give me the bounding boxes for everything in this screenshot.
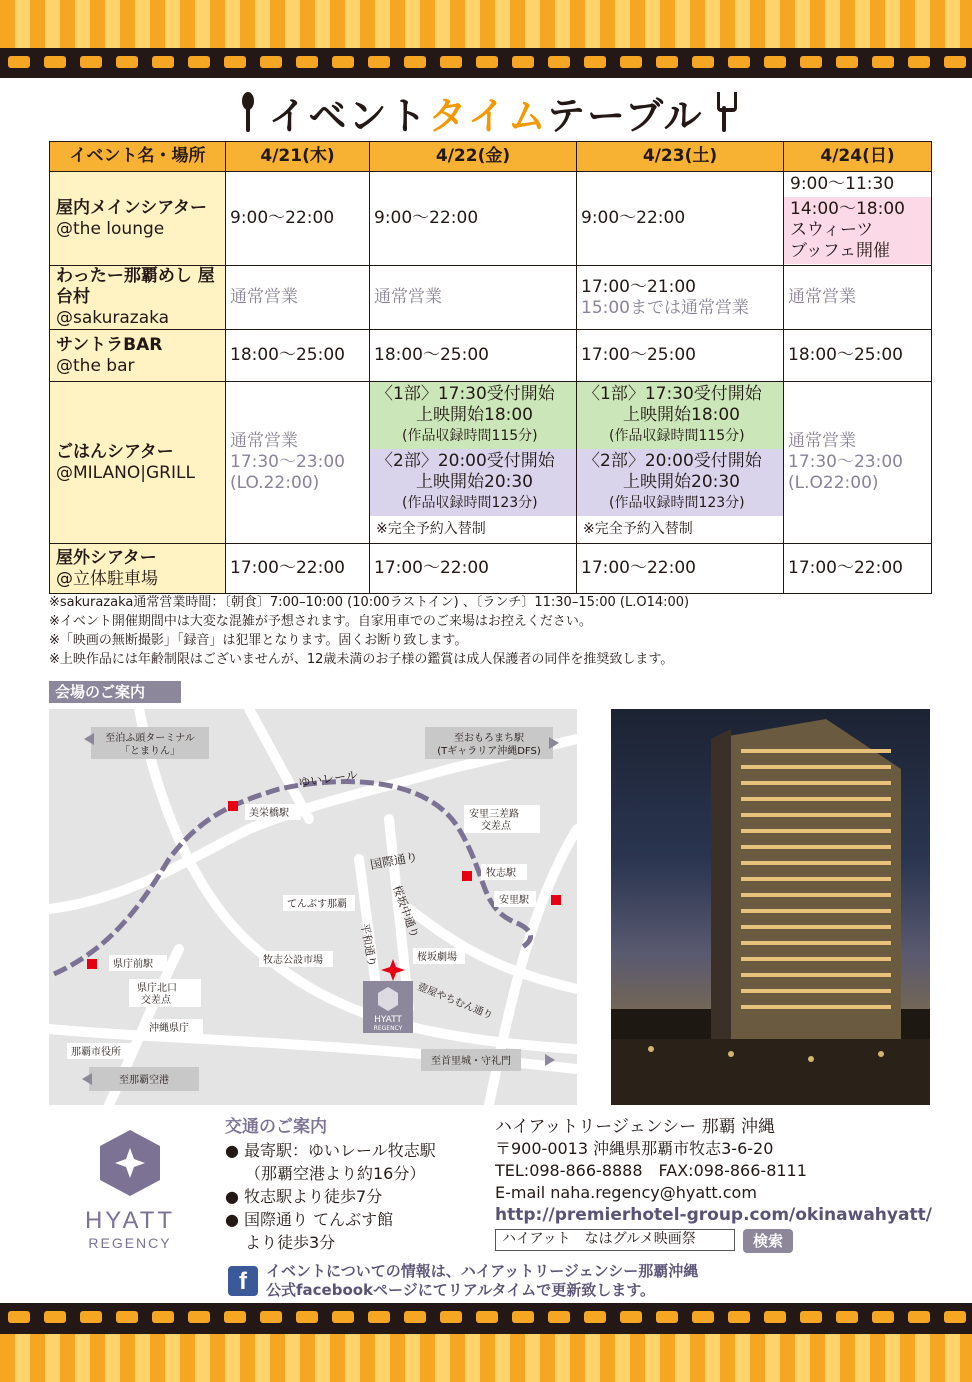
screening-part1: 〈1部〉17:30受付開始 上映開始18:00 (作品収録時間115分) [577, 382, 783, 449]
film-hole [800, 1311, 822, 1323]
hyatt-logo-svg [60, 1128, 200, 1258]
film-hole [908, 1311, 930, 1323]
film-hole [152, 56, 174, 68]
svg-text:牧志公設市場: 牧志公設市場 [263, 955, 323, 966]
note-line: ※「映画の無断撮影」「録音」は犯罪となります。固くお断り致します。 [49, 633, 468, 648]
map-svg [49, 709, 577, 1105]
film-hole [44, 56, 66, 68]
film-holes [0, 56, 972, 70]
film-hole [836, 1311, 858, 1323]
venue-cell: サントラBAR @the bar [50, 330, 226, 382]
hotel-address: 〒900-0013 沖縄県那覇市牧志3-6-20 [495, 1139, 774, 1158]
facebook-line: 公式facebookページにてリアルタイムで更新致します。 [266, 1281, 656, 1299]
film-hole [764, 1311, 786, 1323]
svg-text:平和通り: 平和通り [358, 922, 379, 968]
table-header-row [50, 142, 932, 172]
film-hole [836, 56, 858, 68]
film-hole [656, 56, 678, 68]
notes [49, 593, 931, 669]
svg-text:至泊ふ頭ターミナル: 至泊ふ頭ターミナル [105, 733, 195, 744]
film-hole [440, 1311, 462, 1323]
access-item: （那覇空港より約16分） [245, 1164, 426, 1183]
time-cell: 18:00〜25:00 [226, 330, 370, 382]
time-cell: 通常営業 [784, 266, 932, 330]
hotel-info [495, 1116, 945, 1226]
access-item: より徒歩3分 [245, 1233, 336, 1252]
film-hole [368, 1311, 390, 1323]
header-day4: 4/24(日) [784, 142, 932, 172]
access-title: 交通のご案内 [225, 1117, 327, 1137]
hotel-photo-svg [611, 709, 930, 1105]
timetable [49, 141, 932, 594]
time-cell: 9:00〜22:00 [226, 172, 370, 266]
time-cell: 18:00〜25:00 [784, 330, 932, 382]
film-hole [224, 1311, 246, 1323]
table-row [50, 382, 932, 544]
table-row [50, 172, 932, 266]
svg-text:国際通り: 国際通り [369, 849, 419, 872]
hotel-tel: TEL:098-866-8888 FAX:098-866-8111 [495, 1161, 807, 1180]
time-cell: 通常営業 [370, 266, 577, 330]
svg-text:至那覇空港: 至那覇空港 [119, 1075, 169, 1086]
svg-text:交差点: 交差点 [481, 821, 511, 832]
table-row [50, 330, 932, 382]
film-hole [8, 56, 30, 68]
film-hole [116, 1311, 138, 1323]
screening-part2: 〈2部〉20:00受付開始 上映開始20:30 (作品収録時間123分) [577, 449, 783, 516]
stripe-band [0, 1334, 972, 1382]
svg-text:交差点: 交差点 [141, 995, 171, 1006]
screening-part2: 〈2部〉20:00受付開始 上映開始20:30 (作品収録時間123分) [370, 449, 576, 516]
access-item: ● 国際通り てんぶす館 [225, 1210, 394, 1229]
svg-text:沖縄県庁: 沖縄県庁 [149, 1023, 189, 1034]
header-day3: 4/23(土) [577, 142, 784, 172]
time-cell: 17:00〜22:00 [577, 544, 784, 594]
time-cell: 9:00〜11:30 14:00〜18:00 スウィーツ ブッフェ開催 [784, 172, 932, 266]
hyatt-logo [60, 1128, 200, 1258]
facebook-icon[interactable]: f [228, 1266, 258, 1296]
svg-text:桜坂中通り: 桜坂中通り [390, 883, 422, 940]
film-hole [260, 56, 282, 68]
film-hole [512, 1311, 534, 1323]
svg-text:HYATT: HYATT [84, 1207, 176, 1234]
spoon-icon [240, 92, 256, 132]
film-hole [872, 56, 894, 68]
search-input[interactable]: ハイアット なはグルメ映画祭 [495, 1229, 735, 1251]
header-day2: 4/22(金) [370, 142, 577, 172]
svg-text:安里駅: 安里駅 [499, 895, 529, 906]
time-cell: 18:00〜25:00 [370, 330, 577, 382]
time-cell: 9:00〜22:00 [370, 172, 577, 266]
film-hole [476, 1311, 498, 1323]
venue-cell: 屋内メインシアター @the lounge [50, 172, 226, 266]
film-hole [44, 1311, 66, 1323]
buffet-block: 14:00〜18:00 スウィーツ ブッフェ開催 [784, 197, 931, 264]
film-hole [440, 56, 462, 68]
film-hole [944, 1311, 966, 1323]
time-cell: 17:00〜22:00 [784, 544, 932, 594]
time-cell: 17:00〜21:00 15:00までは通常営業 [577, 266, 784, 330]
note-line: ※上映作品には年齢制限はございませんが、12歳未満のお子様の鑑賞は成人保護者の同伴を推奨致します。 [49, 652, 674, 667]
search-button[interactable]: 検索 [743, 1229, 793, 1253]
table-row [50, 266, 932, 330]
svg-text:県庁北口: 県庁北口 [137, 983, 177, 994]
film-hole [908, 56, 930, 68]
screening-cell: 〈1部〉17:30受付開始 上映開始18:00 (作品収録時間115分) 〈2部〉20:00受付開始 上映開始20:30 (作品収録時間123分) ※完全予約入替制 [577, 382, 784, 544]
venue-cell: ごはんシアター @MILANO|GRILL [50, 382, 226, 544]
film-hole [620, 1311, 642, 1323]
film-hole [80, 56, 102, 68]
fork-icon [716, 92, 732, 132]
header-venue: イベント名・場所 [50, 142, 226, 172]
time-cell: 9:00〜22:00 [577, 172, 784, 266]
svg-text:至おもろまち駅: 至おもろまち駅 [454, 733, 524, 744]
svg-text:至首里城・守礼門: 至首里城・守礼門 [431, 1056, 511, 1067]
access-info [225, 1116, 485, 1254]
film-hole [800, 56, 822, 68]
time-cell: 通常営業 [226, 266, 370, 330]
film-hole [332, 1311, 354, 1323]
access-item: ● 牧志駅より徒歩7分 [225, 1187, 383, 1206]
venue-cell: 屋外シアター @立体駐車場 [50, 544, 226, 594]
film-hole [728, 56, 750, 68]
film-hole [656, 1311, 678, 1323]
svg-text:那覇市役所: 那覇市役所 [71, 1047, 121, 1058]
film-hole [8, 1311, 30, 1323]
film-hole [692, 1311, 714, 1323]
time-cell: 17:00〜25:00 [577, 330, 784, 382]
film-hole [692, 56, 714, 68]
film-hole [872, 1311, 894, 1323]
hotel-url[interactable]: http://premierhotel-group.com/okinawahyatt/ [495, 1205, 932, 1225]
facebook-notice [228, 1262, 698, 1300]
film-strip-top [0, 0, 972, 78]
film-hole [584, 1311, 606, 1323]
svg-text:桜坂劇場: 桜坂劇場 [417, 952, 457, 963]
venue-cell: わったー那覇めし 屋台村 @sakurazaka [50, 266, 226, 330]
svg-text:県庁前駅: 県庁前駅 [113, 959, 153, 970]
access-item: ● 最寄駅：ゆいレール牧志駅 [225, 1141, 436, 1160]
table-row [50, 544, 932, 594]
film-hole [548, 56, 570, 68]
svg-text:ゆいレール: ゆいレール [297, 767, 359, 790]
film-hole [620, 56, 642, 68]
film-hole [548, 1311, 570, 1323]
svg-text:美栄橋駅: 美栄橋駅 [249, 808, 289, 819]
film-hole [188, 56, 210, 68]
header-day1: 4/21(木) [226, 142, 370, 172]
film-hole [188, 1311, 210, 1323]
time-cell: 通常営業 17:30〜23:00 (LO.22:00) [226, 382, 370, 544]
film-hole [296, 56, 318, 68]
hotel-name: ハイアットリージェンシー 那覇 沖縄 [495, 1117, 776, 1137]
section-label-venue-guide: 会場のご案内 [49, 681, 181, 703]
film-hole [404, 56, 426, 68]
film-hole [404, 1311, 426, 1323]
stripe-band [0, 0, 972, 48]
hotel-photo [611, 709, 930, 1105]
film-hole [584, 56, 606, 68]
film-strip-bottom [0, 1303, 972, 1382]
page-title: イベントタイムテーブル [268, 93, 704, 138]
screening-part1: 〈1部〉17:30受付開始 上映開始18:00 (作品収録時間115分) [370, 382, 576, 449]
film-hole [512, 56, 534, 68]
film-hole [476, 56, 498, 68]
svg-text:てんぶす那覇: てんぶす那覇 [287, 899, 347, 910]
time-cell: 17:00〜22:00 [370, 544, 577, 594]
hotel-email[interactable]: E-mail naha.regency@hyatt.com [495, 1183, 757, 1202]
time-cell: 通常営業 17:30〜23:00 (L.O22:00) [784, 382, 932, 544]
svg-text:REGENCY: REGENCY [373, 1025, 403, 1032]
film-hole [368, 56, 390, 68]
title-row [0, 88, 972, 136]
svg-text:壺屋やちむん通り: 壺屋やちむん通り [415, 981, 495, 1022]
screening-cell: 〈1部〉17:30受付開始 上映開始18:00 (作品収録時間115分) 〈2部〉20:00受付開始 上映開始20:30 (作品収録時間123分) ※完全予約入替制 [370, 382, 577, 544]
film-hole [80, 1311, 102, 1323]
svg-text:「とまりん」: 「とまりん」 [120, 746, 180, 757]
film-hole [764, 56, 786, 68]
svg-text:牧志駅: 牧志駅 [486, 868, 516, 879]
time-cell: 17:00〜22:00 [226, 544, 370, 594]
film-hole [152, 1311, 174, 1323]
film-hole [224, 56, 246, 68]
search-row [495, 1229, 793, 1253]
film-hole [296, 1311, 318, 1323]
film-hole [116, 56, 138, 68]
film-hole [944, 56, 966, 68]
svg-text:安里三差路: 安里三差路 [469, 809, 519, 820]
svg-text:REGENCY: REGENCY [88, 1235, 172, 1251]
svg-text:(Tギャラリア沖縄DFS): (Tギャラリア沖縄DFS) [437, 746, 541, 757]
film-hole [728, 1311, 750, 1323]
note-line: ※sakurazaka通常営業時間：〔朝食〕7:00–10:00 (10:00ラストイン) 、〔ランチ〕11:30–15:00 (L.O14:00) [49, 595, 690, 610]
film-hole [260, 1311, 282, 1323]
film-holes [0, 1311, 972, 1325]
film-hole [332, 56, 354, 68]
note-line: ※イベント開催期間中は大変な混雑が予想されます。自家用車でのご来場はお控えください。 [49, 614, 592, 629]
svg-text:HYATT: HYATT [374, 1015, 402, 1025]
access-map [49, 709, 577, 1105]
facebook-line: イベントについての情報は、ハイアットリージェンシー那覇沖縄 [266, 1262, 699, 1280]
